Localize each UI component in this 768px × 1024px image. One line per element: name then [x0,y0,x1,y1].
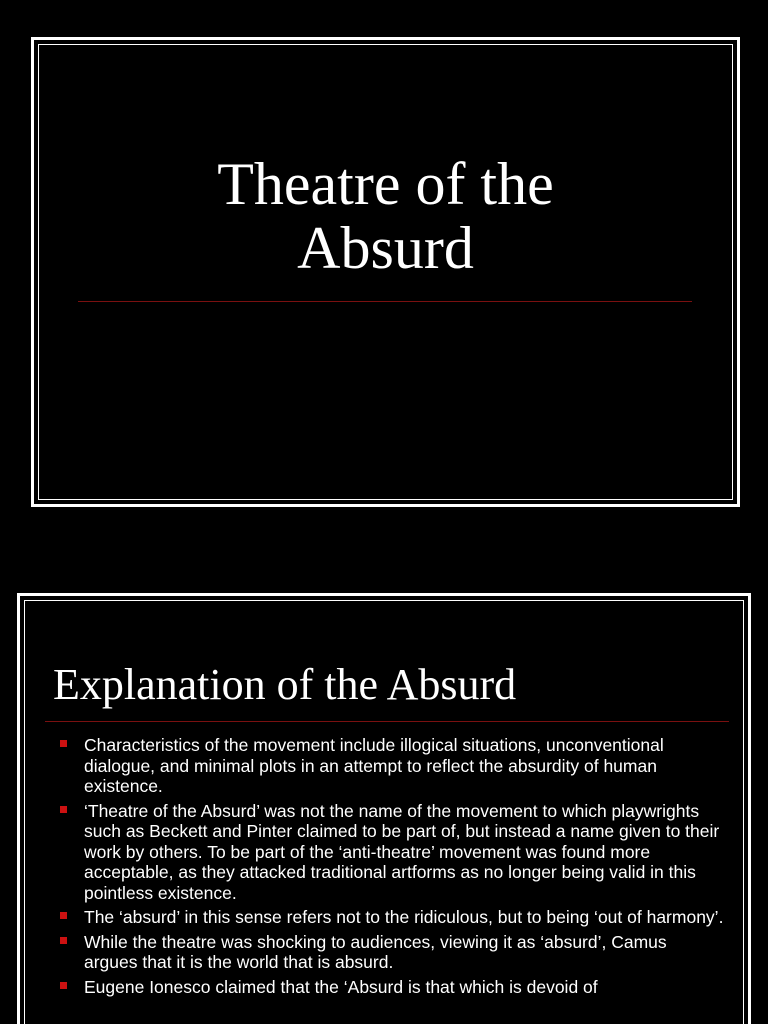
bullet-text: The ‘absurd’ in this sense refers not to the ridiculous, but to being ‘out of harmony’. [84,907,724,927]
title-slide [31,37,740,507]
slide-heading: Explanation of the Absurd [53,660,517,709]
bullet-item [60,932,725,973]
bullet-square-icon [60,937,67,944]
bullet-list [60,735,725,1001]
bullet-text: While the theatre was shocking to audiences, viewing it as ‘absurd’, Camus argues that it is the world that is absurd. [84,931,667,972]
explanation-slide [17,593,751,1024]
bullet-item [60,735,725,797]
bullet-text: ‘Theatre of the Absurd’ was not the name of the movement to which playwrights such as Beckett and Pinter claimed to be part of, but instead a name given to their work by others. To be part of the ‘anti-theatre’ movement was found more acceptable, as they attacked traditional artforms as no longer being valid in this pointless existence. [84,800,720,903]
bullet-text: Eugene Ionesco claimed that the ‘Absurd is that which is devoid of [84,976,598,997]
heading-divider-rule [45,721,729,722]
bullet-item [60,801,725,904]
bullet-item [60,977,725,998]
bullet-item [60,907,725,928]
bullet-square-icon [60,740,67,747]
slide-title-line-2: Absurd [297,215,474,281]
slide-title [34,152,737,280]
bullet-square-icon [60,912,67,919]
slide-title-line-1: Theatre of the [217,151,554,217]
bullet-square-icon [60,982,67,989]
title-divider-rule [78,301,692,302]
bullet-square-icon [60,806,67,813]
bullet-text: Characteristics of the movement include illogical situations, unconventional dialogue, and minimal plots in an attempt to reflect the absurdity of human existence. [84,735,664,796]
